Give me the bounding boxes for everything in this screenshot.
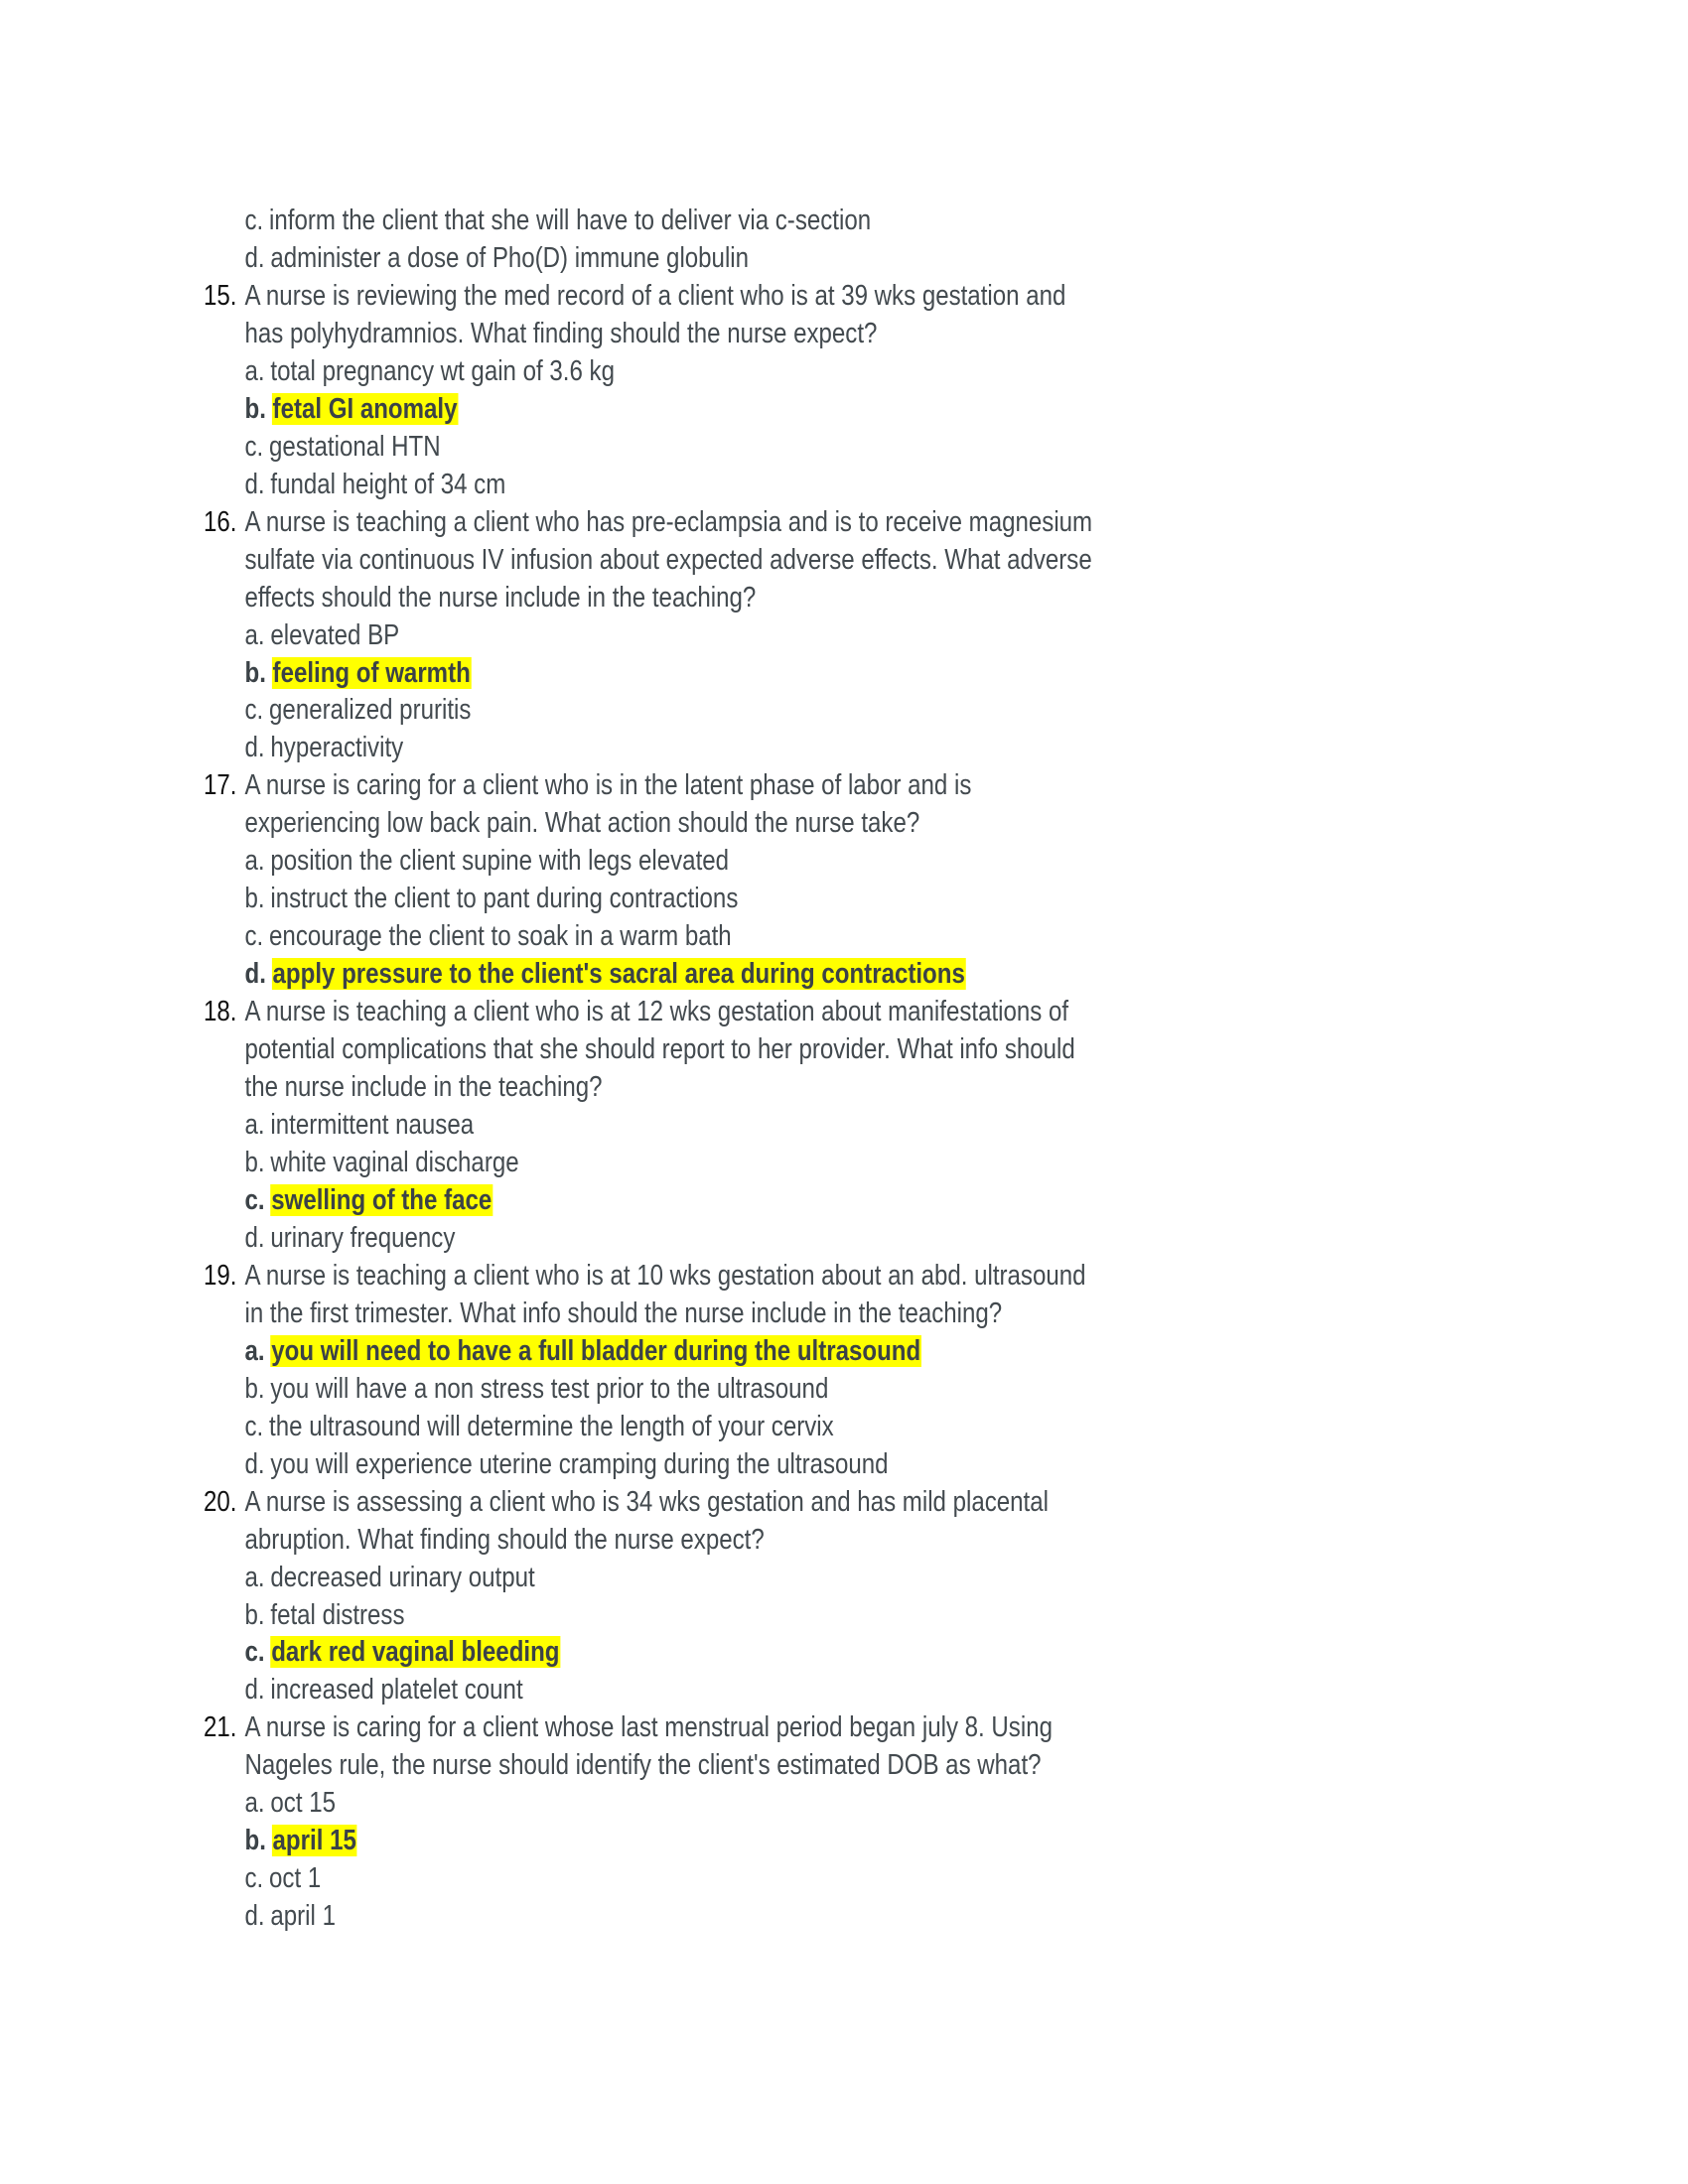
option-letter: d.: [244, 958, 266, 991]
question-number: 20.: [204, 1485, 237, 1518]
option-text: hyperactivity: [270, 732, 404, 764]
question-stem: A nurse is assessing a client who is 34 wks gestation and has mild placental: [244, 1485, 1049, 1518]
option-letter: b.: [244, 392, 266, 425]
option-letter: a.: [244, 354, 265, 387]
question-stem: A nurse is teaching a client who is at 12 wks gestation about manifestations of: [244, 996, 1069, 1028]
option-letter: a.: [244, 618, 265, 651]
option-letter: c.: [244, 430, 264, 463]
option-letter: d.: [244, 241, 265, 274]
option-text: elevated BP: [270, 618, 400, 651]
question-stem: in the first trimester. What info should the nurse include in the teaching?: [244, 1297, 1003, 1329]
option-text: encourage the client to soak in a warm bath: [269, 920, 732, 953]
question-stem: Nageles rule, the nurse should identify the client's estimated DOB as what?: [244, 1749, 1042, 1782]
option-letter: c.: [244, 694, 264, 727]
highlighted-answer-text: april 15: [272, 1825, 356, 1857]
question-number: 17.: [204, 769, 237, 802]
option-letter: d.: [244, 732, 265, 764]
option-letter: a.: [244, 1109, 265, 1142]
option-text: instruct the client to pant during contractions: [270, 883, 739, 915]
question-number: 16.: [204, 505, 237, 538]
option-letter: b.: [244, 883, 265, 915]
option-letter: d.: [244, 1900, 265, 1933]
option-letter: b.: [244, 1825, 266, 1857]
highlighted-answer-text: dark red vaginal bleeding: [271, 1636, 560, 1669]
option-letter: b.: [244, 1598, 265, 1631]
option-text: gestational HTN: [269, 430, 441, 463]
option-text: oct 15: [270, 1787, 336, 1820]
option-text: you will have a non stress test prior to the ultrasound: [270, 1372, 829, 1405]
option-letter: c.: [244, 1862, 264, 1895]
highlighted-answer-text: apply pressure to the client's sacral area during contractions: [272, 958, 965, 991]
question-stem: A nurse is reviewing the med record of a client who is at 39 wks gestation and: [244, 279, 1066, 312]
question-stem: potential complications that she should report to her provider. What info should: [244, 1033, 1075, 1066]
question-number: 21.: [204, 1711, 237, 1744]
option-letter: a.: [244, 1787, 265, 1820]
highlighted-answer-text: you will need to have a full bladder during the ultrasound: [271, 1334, 921, 1367]
option-letter: c.: [244, 1636, 265, 1669]
question-stem: experiencing low back pain. What action should the nurse take?: [244, 807, 920, 840]
option-text: white vaginal discharge: [270, 1147, 519, 1178]
question-number: 15.: [204, 279, 237, 312]
option-letter: b.: [244, 656, 266, 689]
question-stem: sulfate via continuous IV infusion about expected adverse effects. What adverse: [244, 543, 1092, 576]
option-text: april 1: [270, 1900, 336, 1933]
option-letter: c.: [244, 205, 264, 236]
option-letter: a.: [244, 1334, 265, 1367]
question-stem: effects should the nurse include in the teaching?: [244, 581, 757, 614]
question-stem: abruption. What finding should the nurse expect?: [244, 1523, 765, 1556]
highlighted-answer-text: fetal GI anomaly: [272, 392, 458, 425]
option-text: administer a dose of Pho(D) immune globulin: [270, 241, 750, 274]
option-text: decreased urinary output: [270, 1561, 535, 1593]
option-letter: b.: [244, 1147, 265, 1178]
option-text: urinary frequency: [270, 1221, 456, 1254]
highlighted-answer-text: feeling of warmth: [272, 656, 471, 689]
option-letter: d.: [244, 1674, 265, 1706]
option-letter: c.: [244, 1410, 264, 1442]
option-text: fetal distress: [270, 1598, 405, 1631]
option-letter: b.: [244, 1372, 265, 1405]
option-text: fundal height of 34 cm: [270, 468, 506, 500]
option-text: increased platelet count: [270, 1674, 523, 1706]
option-text: total pregnancy wt gain of 3.6 kg: [270, 354, 615, 387]
option-text: generalized pruritis: [269, 694, 472, 727]
option-letter: c.: [244, 1183, 265, 1216]
question-stem: A nurse is teaching a client who is at 10 wks gestation about an abd. ultrasound: [244, 1259, 1086, 1292]
highlighted-answer-text: swelling of the face: [271, 1183, 492, 1216]
question-stem: A nurse is teaching a client who has pre-eclampsia and is to receive magnesium: [244, 505, 1093, 538]
option-text: the ultrasound will determine the length of your cervix: [269, 1410, 834, 1442]
option-text: position the client supine with legs elevated: [270, 845, 730, 878]
question-number: 18.: [204, 996, 237, 1028]
option-letter: d.: [244, 1447, 265, 1480]
option-text: you will experience uterine cramping during the ultrasound: [270, 1447, 889, 1480]
option-letter: d.: [244, 1221, 265, 1254]
option-letter: a.: [244, 1561, 265, 1593]
option-letter: c.: [244, 920, 264, 953]
option-text: oct 1: [269, 1862, 322, 1895]
option-text: inform the client that she will have to deliver via c-section: [269, 205, 872, 236]
option-letter: a.: [244, 845, 265, 878]
option-text: intermittent nausea: [270, 1109, 475, 1142]
question-stem: the nurse include in the teaching?: [244, 1071, 603, 1104]
question-stem: has polyhydramnios. What finding should the nurse expect?: [244, 317, 878, 349]
option-letter: d.: [244, 468, 265, 500]
question-stem: A nurse is caring for a client who is in the latent phase of labor and is: [244, 769, 972, 802]
question-number: 19.: [204, 1259, 237, 1292]
question-stem: A nurse is caring for a client whose last menstrual period began july 8. Using: [244, 1711, 1053, 1744]
